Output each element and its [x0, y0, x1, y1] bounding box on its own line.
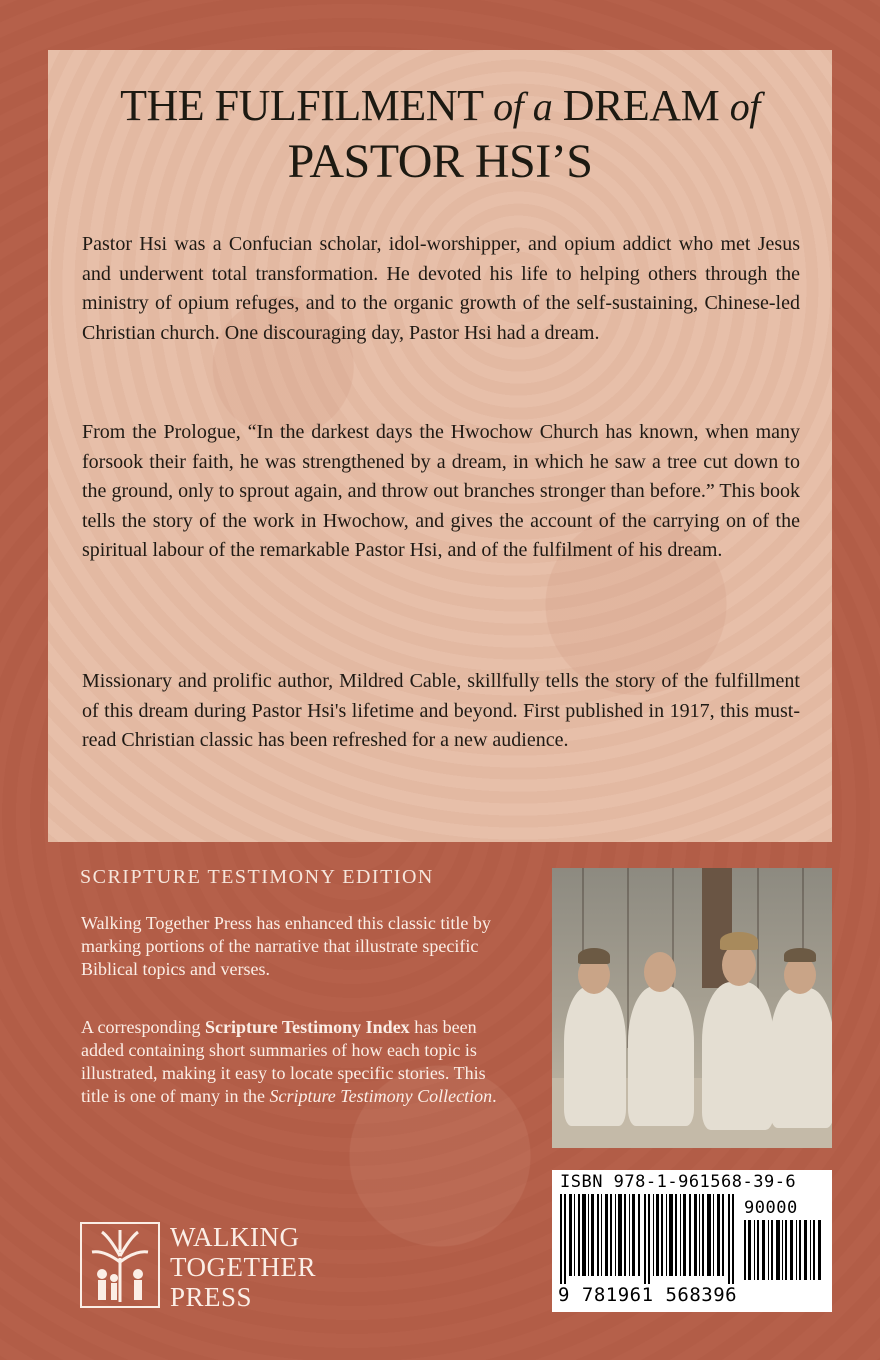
price-code: 90000 — [744, 1198, 798, 1218]
book-title-line2: PASTOR HSI’S — [287, 135, 593, 188]
book-title-line1: THE FULFILMENT of a DREAM of — [120, 81, 760, 130]
collection-name: Scripture Testimony Collection — [269, 1086, 493, 1106]
edition-paragraph-2: A corresponding Scripture Testimony Index has been added containing short summaries of how each topic is illustrated, making it easy to locate specific stories. This title is one of many in the Scripture Testimony Collection. — [81, 1017, 497, 1106]
description-paragraph-1: Pastor Hsi was a Confucian scholar, idol-worshipper, and opium addict who met Jesus and underwent total transformation. He devoted his life to helping others through the ministry of opium refuges, and to the organic growth of the self-sustaining, Chinese-led Christian church. One discouraging day, Pastor Hsi had a dream. — [82, 233, 800, 344]
description-paragraph-2: From the Prologue, “In the darkest days the Hwochow Church has known, when many forsook their faith, he was strengthened by a dream, in which he saw a tree cut down to the ground, only to sprout again, and throw out branches stronger than before.” This book tells the story of the work in Hwochow, and gives the account of the carrying on of the spiritual labour of the remarkable Pastor Hsi, and of the fulfilment of his dream. — [82, 421, 800, 561]
photo-figure — [700, 922, 776, 1132]
walking-together-press-logo-icon — [80, 1222, 160, 1308]
historical-photo — [552, 868, 832, 1148]
publisher-name-line2: TOGETHER — [170, 1252, 316, 1282]
photo-figure — [560, 928, 630, 1128]
publisher-name-line3: PRESS — [170, 1282, 253, 1312]
description-paragraph-3: Missionary and prolific author, Mildred Cable, skillfully tells the story of the fulfillment of this dream during Pastor Hsi's lifetime and beyond. First published in 1917, this must-read Christian classic has been refreshed for a new audience. — [82, 670, 800, 751]
description-panel — [48, 50, 832, 842]
index-name: Scripture Testimony Index — [204, 1017, 410, 1037]
isbn-number: ISBN 978-1-961568-39-6 — [560, 1172, 797, 1192]
publisher-name-line1: WALKING — [170, 1222, 300, 1252]
ean-digits: 9 781961 568396 — [558, 1284, 738, 1306]
isbn-barcode — [552, 1170, 832, 1312]
price-barcode-bars — [744, 1220, 824, 1280]
edition-heading: SCRIPTURE TESTIMONY EDITION — [80, 866, 434, 888]
photo-figure — [766, 930, 832, 1130]
barcode-bars — [560, 1194, 740, 1284]
edition-paragraph-1: Walking Together Press has enhanced this classic title by marking portions of the narrative that illustrate specific Biblical topics and verses. — [81, 913, 491, 979]
photo-figure — [626, 934, 696, 1134]
